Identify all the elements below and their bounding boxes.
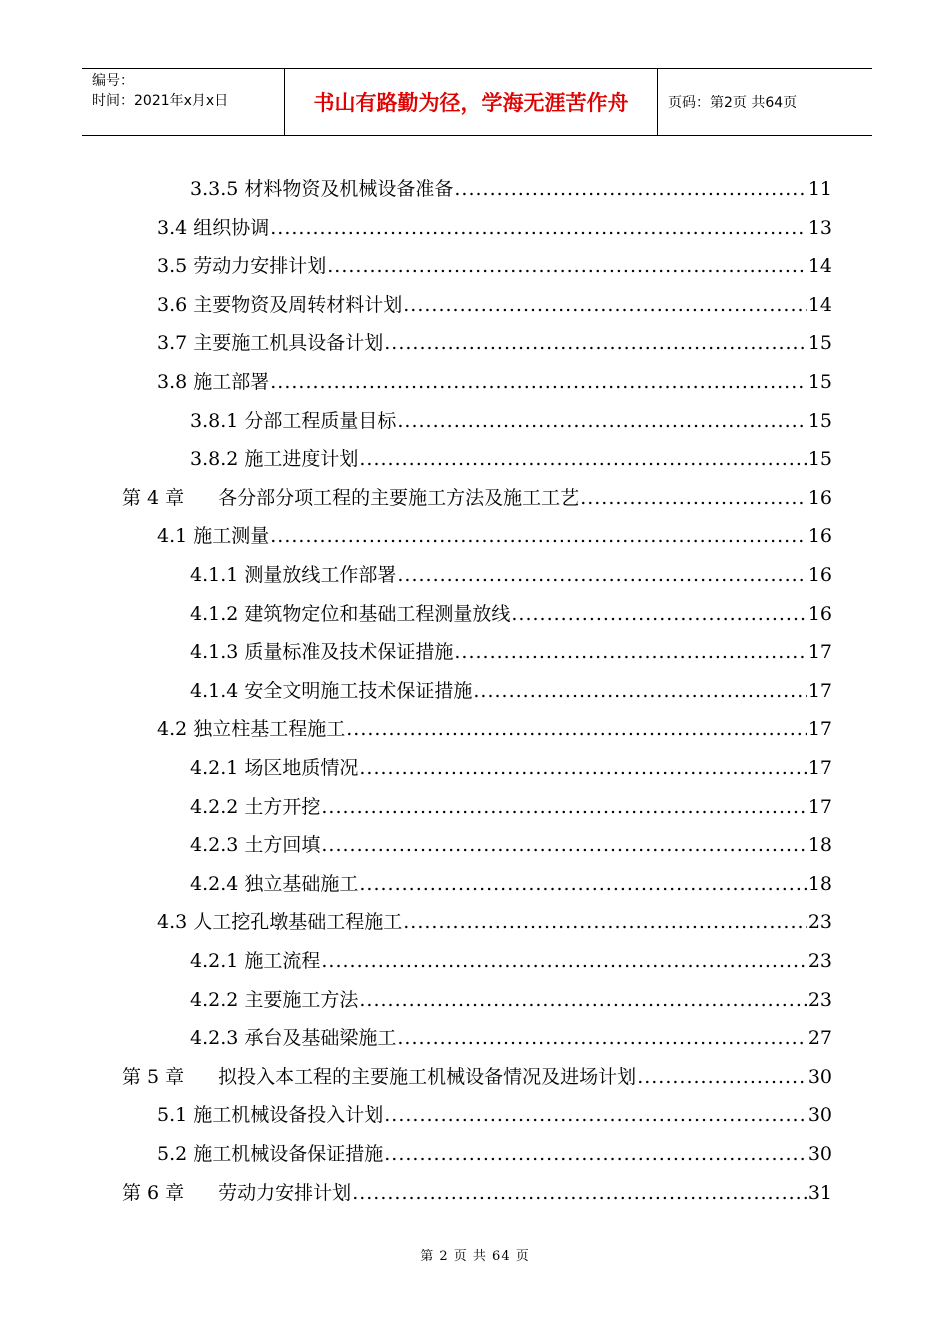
header-meta [82, 69, 285, 135]
toc-entry-label: 3.5 劳动力安排计划 [157, 255, 327, 278]
toc-entry-page: 18 [807, 872, 832, 895]
toc-entry[interactable] [190, 672, 832, 710]
toc-entry[interactable] [190, 595, 832, 633]
toc-entry[interactable] [157, 903, 832, 941]
toc-dot-leader [270, 209, 807, 247]
toc-entry-page: 17 [807, 795, 832, 818]
toc-entry-page: 30 [807, 1104, 832, 1127]
toc-entry[interactable] [157, 517, 832, 555]
toc-entry-label: 4.1 施工测量 [157, 525, 270, 548]
toc-entry-label: 3.6 主要物资及周转材料计划 [157, 293, 403, 316]
toc-dot-leader [473, 672, 806, 710]
toc-entry-label: 5.2 施工机械设备保证措施 [157, 1143, 384, 1165]
toc-entry-label: 3.4 组织协调 [157, 216, 270, 239]
toc-entry[interactable] [190, 788, 832, 826]
toc-entry-label: 拟投入本工程的主要施工机械设备情况及进场计划 [218, 1065, 637, 1088]
toc-entry-page: 30 [807, 1065, 832, 1088]
toc-entry-page: 23 [807, 950, 832, 972]
toc-entry-page: 11 [807, 178, 832, 200]
toc-dot-leader [637, 1058, 807, 1096]
toc-dot-leader [384, 1096, 807, 1134]
toc-dot-leader [580, 479, 807, 517]
toc-entry-label: 3.8.2 施工进度计划 [190, 448, 359, 471]
toc-entry-page: 16 [807, 486, 832, 509]
toc-entry[interactable] [190, 981, 832, 1019]
toc-dot-leader [327, 247, 807, 285]
toc-dot-leader [454, 633, 806, 671]
toc-entry-page: 16 [807, 602, 832, 625]
toc-entry-page: 27 [807, 1027, 832, 1050]
toc-dot-leader [346, 710, 807, 748]
toc-entry[interactable] [157, 286, 832, 324]
toc-entry-page: 16 [807, 564, 832, 586]
toc-entry-label: 3.8 施工部署 [157, 371, 270, 393]
toc-dot-leader [359, 865, 806, 903]
toc-chapter-number: 第 6 章 [122, 1181, 185, 1204]
header-time-label: 时间：2021年x月x日 [92, 93, 229, 109]
toc-entry-page: 15 [807, 448, 832, 471]
toc-entry[interactable] [157, 247, 832, 285]
toc-dot-leader [403, 903, 807, 941]
header-page-info: 页码：第2页 共64页 [668, 95, 798, 111]
toc-entry[interactable] [190, 402, 832, 440]
toc-entry-page: 15 [807, 409, 832, 432]
toc-dot-leader [384, 1135, 807, 1173]
toc-entry-page: 14 [807, 255, 832, 278]
toc-entry-label: 4.2.3 土方回填 [190, 834, 321, 857]
toc-dot-leader [359, 981, 806, 1019]
toc-entry-page: 15 [807, 332, 832, 355]
toc-dot-leader [270, 363, 807, 401]
toc-chapter-number: 第 4 章 [122, 486, 185, 509]
header-number-label: 编号： [92, 73, 134, 89]
toc-entry[interactable] [190, 556, 832, 594]
toc-entry-label: 5.1 施工机械设备投入计划 [157, 1104, 384, 1127]
toc-dot-leader [321, 942, 806, 980]
toc-entry-label: 各分部分项工程的主要施工方法及施工工艺 [218, 486, 580, 509]
toc-entry-label: 4.1.1 测量放线工作部署 [190, 564, 397, 586]
toc-entry-label: 3.3.5 材料物资及机械设备准备 [190, 178, 454, 200]
toc-entry-page: 31 [807, 1181, 832, 1204]
toc-dot-leader [403, 286, 807, 324]
toc-entry[interactable] [190, 826, 832, 864]
toc-entry-label: 4.2.2 主要施工方法 [190, 988, 359, 1011]
toc-entry-label: 3.7 主要施工机具设备计划 [157, 332, 384, 355]
toc-dot-leader [397, 402, 806, 440]
toc-entry[interactable] [157, 324, 832, 362]
toc-dot-leader [397, 1019, 806, 1057]
page-footer: 第 2 页 共 64 页 [420, 1249, 530, 1264]
toc-dot-leader [270, 517, 807, 555]
toc-dot-leader [321, 788, 806, 826]
toc-dot-leader [352, 1174, 807, 1212]
toc-entry-label: 4.3 人工挖孔墩基础工程施工 [157, 911, 403, 934]
toc-entry-label: 4.2.4 独立基础施工 [190, 872, 359, 895]
toc-entry-page: 14 [807, 293, 832, 316]
toc-entry-label: 4.1.3 质量标准及技术保证措施 [190, 641, 454, 664]
toc-entry-page: 23 [807, 911, 832, 934]
toc-entry-label: 劳动力安排计划 [218, 1181, 352, 1204]
toc-entry-label: 4.2.2 土方开挖 [190, 795, 321, 818]
toc-entry-page: 17 [807, 679, 832, 702]
toc-entry[interactable] [190, 749, 832, 787]
toc-entry-label: 4.1.2 建筑物定位和基础工程测量放线 [190, 602, 511, 625]
toc-entry[interactable] [157, 710, 832, 748]
toc-entry-label: 4.2.1 施工流程 [190, 950, 321, 972]
toc-dot-leader [511, 595, 806, 633]
toc-entry[interactable] [122, 1058, 832, 1096]
toc-dot-leader [397, 556, 806, 594]
toc-entry-label: 4.2 独立柱基工程施工 [157, 718, 346, 741]
toc-entry[interactable] [190, 1019, 832, 1057]
toc-entry[interactable] [157, 1096, 832, 1134]
toc-dot-leader [359, 440, 806, 478]
toc-entry[interactable] [190, 633, 832, 671]
toc-dot-leader [454, 170, 806, 208]
toc-entry-label: 4.2.3 承台及基础梁施工 [190, 1027, 397, 1050]
toc-entry[interactable] [122, 1174, 832, 1212]
toc-entry-label: 4.2.1 场区地质情况 [190, 757, 359, 779]
toc-entry-page: 17 [807, 718, 832, 741]
toc-entry-page: 17 [807, 757, 832, 779]
toc-entry[interactable] [122, 479, 832, 517]
header-motto: 书山有路勤为径，学海无涯苦作舟 [285, 69, 658, 135]
toc-entry-page: 15 [807, 371, 832, 393]
toc-chapter-number: 第 5 章 [122, 1065, 185, 1088]
toc-entry[interactable] [157, 363, 832, 401]
toc-entry-page: 17 [807, 641, 832, 664]
toc-entry[interactable] [190, 942, 832, 980]
toc-entry[interactable] [190, 170, 832, 208]
toc-entry-label: 4.1.4 安全文明施工技术保证措施 [190, 679, 473, 702]
toc-entry-page: 16 [807, 525, 832, 548]
toc-entry[interactable] [190, 440, 832, 478]
toc-entry-page: 30 [807, 1143, 832, 1165]
toc-entry-label: 3.8.1 分部工程质量目标 [190, 409, 397, 432]
toc-dot-leader [359, 749, 806, 787]
toc-entry[interactable] [190, 865, 832, 903]
page-header [82, 68, 872, 136]
toc-entry-page: 23 [807, 988, 832, 1011]
toc-entry[interactable] [157, 1135, 832, 1173]
toc-entry-page: 18 [807, 834, 832, 857]
toc-entry[interactable] [157, 209, 832, 247]
toc-dot-leader [384, 324, 807, 362]
toc-entry-page: 13 [807, 216, 832, 239]
toc-dot-leader [321, 826, 806, 864]
